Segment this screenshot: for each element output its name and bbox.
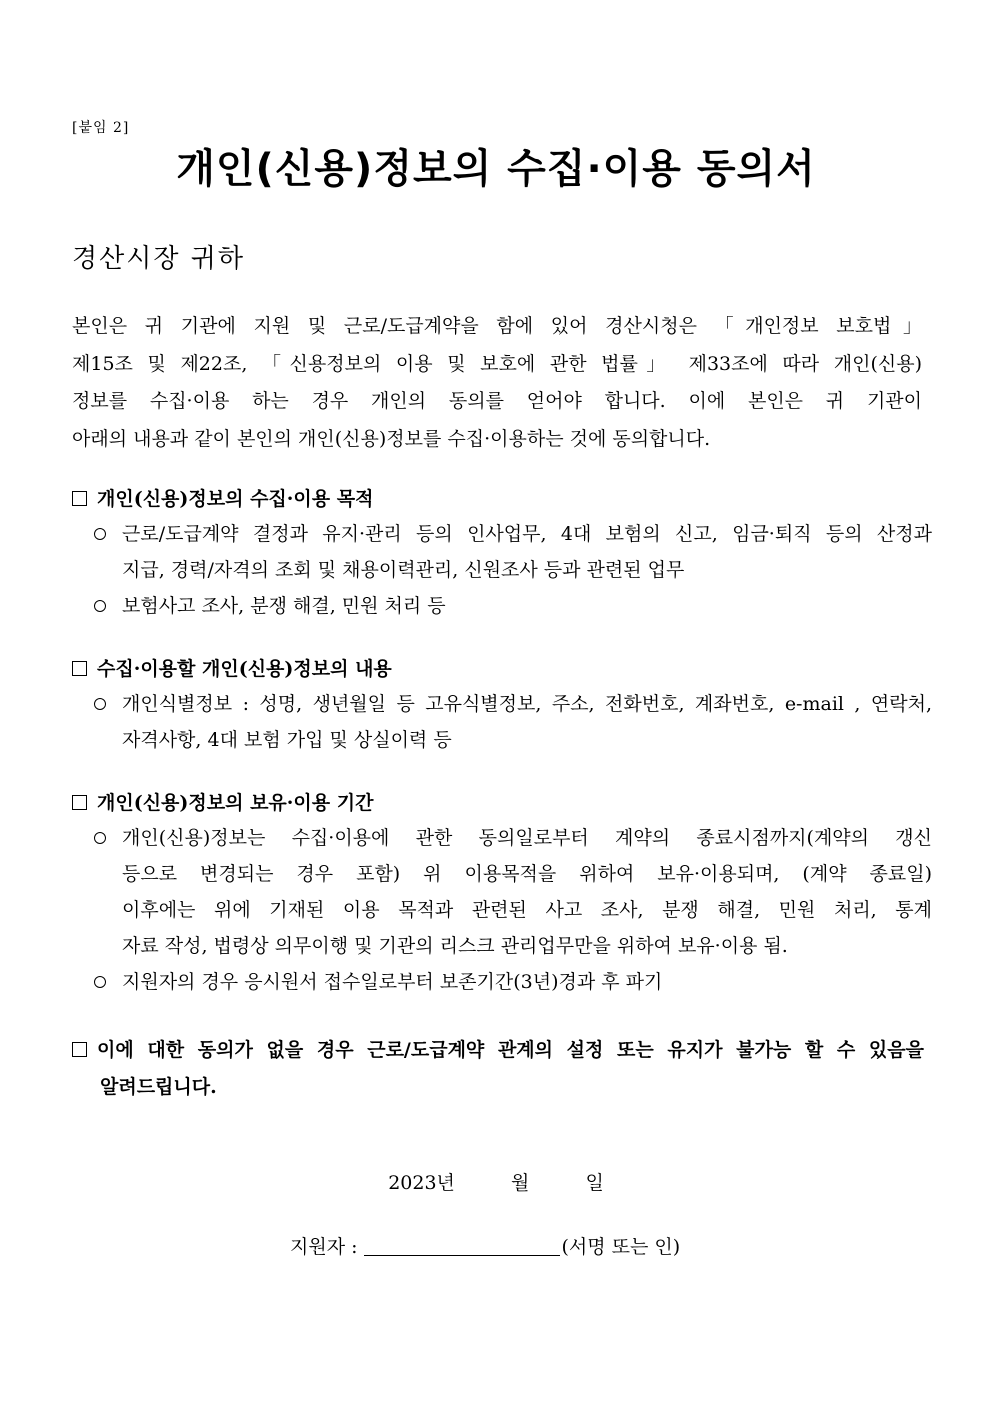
- consent-warning: [72, 1032, 924, 1106]
- intro-paragraph: [72, 308, 922, 458]
- list-item: 근로/도급계약 결정과 유지·관리 등의 인사업무, 4대 보험의 신고, 임금·퇴직 등의 산정과 지급, 경력/자격의 조회 및 채용이력관리, 신원조사 등과 관련된 업무: [72, 516, 932, 588]
- circle-bullet-icon: [94, 976, 106, 988]
- section-heading: 개인(신용)정보의 수집·이용 목적: [97, 488, 374, 510]
- checkbox-square-icon: [72, 795, 87, 810]
- date-line: [0, 1168, 992, 1195]
- signature-line: [290, 1232, 680, 1259]
- list-item: 개인식별정보 : 성명, 생년월일 등 고유식별정보, 주소, 전화번호, 계좌번호, e-mail , 연락처, 자격사항, 4대 보험 가입 및 상실이력 등: [72, 686, 932, 758]
- list-item: 개인(신용)정보는 수집·이용에 관한 동의일로부터 계약의 종료시점까지(계약의 갱신 등으로 변경되는 경우 포함) 위 이용목적을 위하여 보유·이용되며, (계약 종료일) 이후에는 위에 기재된 이용 목적과 관련된 사고 조사, 분쟁 해결, 민원 처리, 통계 자료 작성, 법령상 의무이행 및 기관의 리스크 관리업무만을 위하여 보유·이용 됨.: [72, 820, 932, 964]
- circle-bullet-icon: [94, 832, 106, 844]
- circle-bullet-icon: [94, 600, 106, 612]
- intro-line: 아래의 내용과 같이 본인의 개인(신용)정보를 수집·이용하는 것에 동의합니다.: [72, 427, 711, 450]
- date-month: 월: [511, 1172, 530, 1194]
- addressee: 경산시장 귀하: [72, 244, 245, 274]
- list-item: 보험사고 조사, 분쟁 해결, 민원 처리 등: [72, 588, 932, 624]
- list-item: 지원자의 경우 응시원서 접수일로부터 보존기간(3년)경과 후 파기: [72, 964, 932, 1000]
- intro-line: 본인은 귀 기관에 지원 및 근로/도급계약을 함에 있어 경산시청은 「개인정보 보호법」: [72, 315, 922, 337]
- circle-bullet-icon: [94, 528, 106, 540]
- page-title: 개인(신용)정보의 수집·이용 동의서: [176, 146, 816, 192]
- signature-field[interactable]: [364, 1235, 560, 1256]
- date-year: 2023년: [388, 1172, 455, 1194]
- signature-suffix: (서명 또는 인): [561, 1236, 681, 1258]
- checkbox-square-icon: [72, 491, 87, 506]
- section-purpose: [72, 482, 932, 624]
- section-retention: [72, 786, 932, 1000]
- intro-line: 제15조 및 제22조, 「신용정보의 이용 및 보호에 관한 법률」 제33조에 따라 개인(신용): [72, 352, 922, 375]
- circle-bullet-icon: [94, 698, 106, 710]
- section-heading: 개인(신용)정보의 보유·이용 기간: [97, 792, 374, 814]
- attachment-label: [붙임 2]: [72, 120, 130, 136]
- intro-line: 정보를 수집·이용 하는 경우 개인의 동의를 얻어야 합니다. 이에 본인은 귀 기관이: [72, 390, 922, 412]
- signature-label: 지원자 :: [290, 1236, 358, 1258]
- checkbox-square-icon: [72, 661, 87, 676]
- section-contents: [72, 652, 932, 758]
- section-heading: 수집·이용할 개인(신용)정보의 내용: [97, 658, 392, 680]
- checkbox-square-icon: [72, 1042, 87, 1057]
- warning-line: 알려드립니다.: [100, 1076, 217, 1098]
- warning-line: 이에 대한 동의가 없을 경우 근로/도급계약 관계의 설정 또는 유지가 불가능 할 수 있음을: [97, 1039, 924, 1061]
- date-day: 일: [585, 1172, 604, 1194]
